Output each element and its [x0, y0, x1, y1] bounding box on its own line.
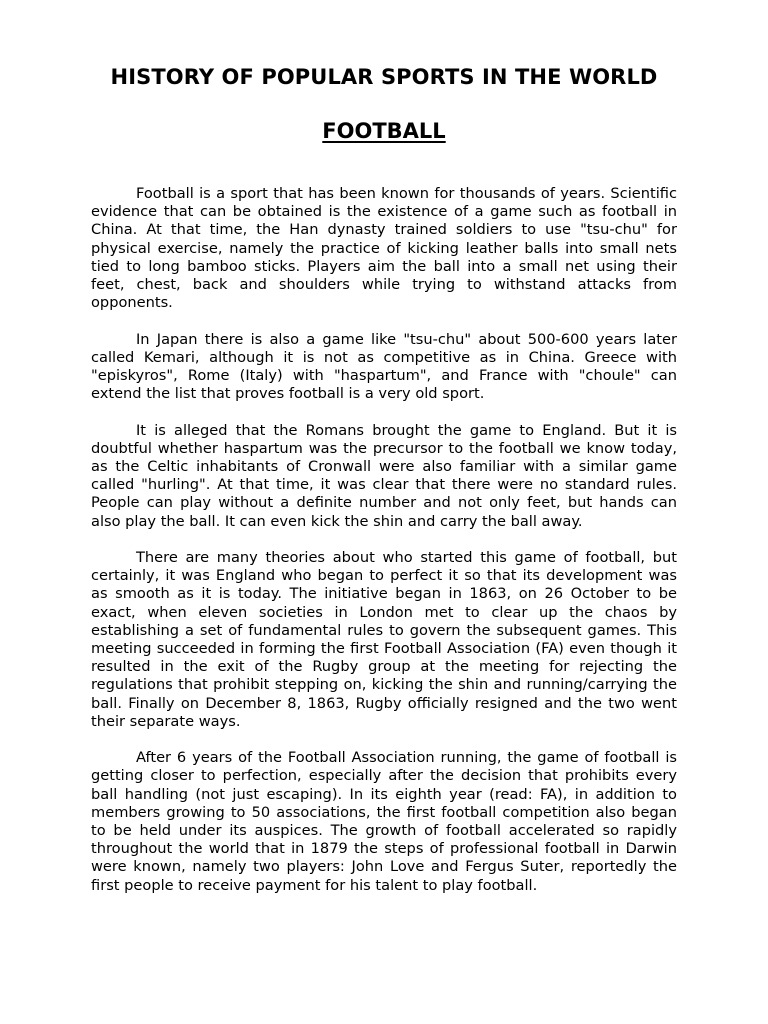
paragraph: After 6 years of the Football Association running, the game of football is getting closer to perfection, especially after the decision that prohibits every ball handling (not just escaping). In its eighth year (read: FA), in addition to members growing to 50 associations, the first football competition also began to be held under its auspices. The growth of football accelerated so rapidly throughout the world that in 1879 the steps of professional football in Darwin were known, namely two players: John Love and Fergus Suter, reportedly the first people to receive payment for his talent to play football.	[91, 749, 677, 894]
paragraph: There are many theories about who started this game of football, but certainly, it was England who began to perfect it so that its development was as smooth as it is today. The initiative began in 1863, on 26 October to be exact, when eleven societies in London met to clear up the chaos by establishing a set of fundamental rules to govern the subsequent games. This meeting succeeded in forming the first Football Association (FA) even though it resulted in the exit of the Rugby group at the meeting for rejecting the regulations that prohibit stepping on, kicking the shin and running/carrying the ball. Finally on December 8, 1863, Rugby officially resigned and the two went their separate ways.	[91, 549, 677, 730]
paragraph: In Japan there is also a game like "tsu-chu" about 500-600 years later called Kemari, although it is not as competitive as in China. Greece with "episkyros", Rome (Italy) with "haspartum", and France with "choule" can extend the list that proves football is a very old sport.	[91, 330, 677, 403]
document-page	[91, 62, 677, 913]
paragraph: It is alleged that the Romans brought the game to England. But it is doubtful whether haspartum was the precursor to the football we know today, as the Celtic inhabitants of Cronwall were also familiar with a similar game called "hurling". At that time, it was clear that there were no standard rules. People can play without a definite number and not only feet, but hands can also play the ball. It can even kick the shin and carry the ball away.	[91, 421, 677, 530]
paragraph: Football is a sport that has been known for thousands of years. Scientific evidence that can be obtained is the existence of a game such as football in China. At that time, the Han dynasty trained soldiers to use "tsu-chu" for physical exercise, namely the practice of kicking leather balls into small nets tied to long bamboo sticks. Players aim the ball into a small net using their feet, chest, back and shoulders while trying to withstand attacks from opponents.	[91, 185, 677, 312]
document-body	[91, 185, 677, 895]
section-title: FOOTBALL	[322, 119, 446, 143]
document-title: HISTORY OF POPULAR SPORTS IN THE WORLD	[110, 65, 658, 89]
